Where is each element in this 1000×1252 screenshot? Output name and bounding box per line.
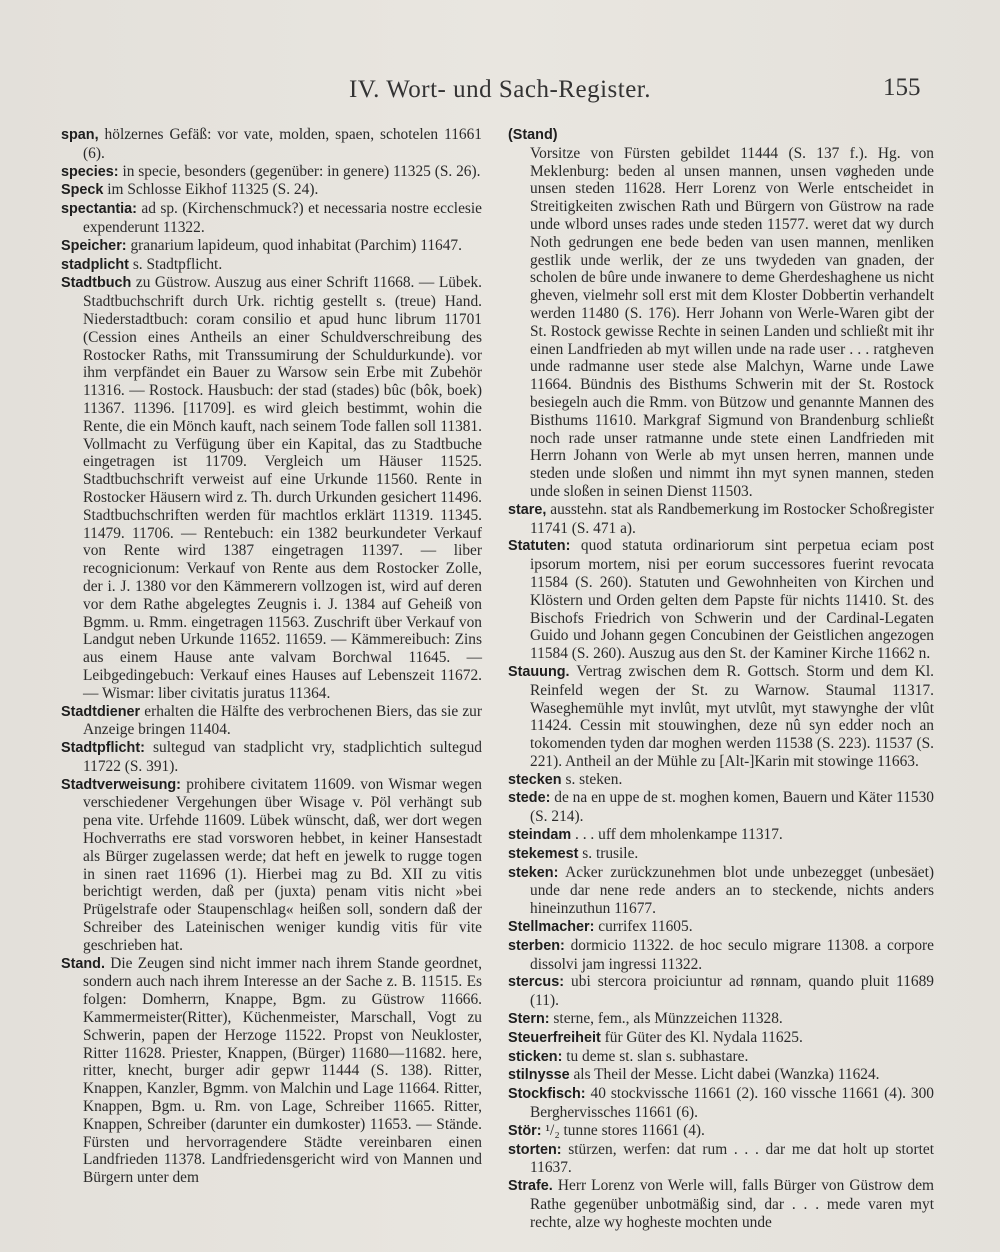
entry-text: stürzen, werfen: dat rum . . . dar me dat holt up stortet 11637.	[530, 1140, 934, 1177]
entry-lemma: stecken	[508, 771, 562, 788]
register-entry	[508, 501, 934, 538]
entry-lemma: Statuten:	[508, 538, 571, 555]
entry-text: Acker zurückzunehmen blot unde unbezegget (unbesäet) unde dar nene rede anders an to steckende, nichts anders hineinzuthun 11677.	[530, 863, 934, 918]
register-entry	[508, 1066, 934, 1085]
entry-text: Die Zeugen sind nicht immer nach ihrem Stande geordnet, sondern auch nach ihrem Interesse an der Sache z. B. 11515. Es folgen: Domherrn, Knappe, Bgm. zu Güstrow 11666. Kammermeister(Ritter), Küchenmeister, Marschall, Vogt zu Schwerin, papen der Herzoge 11522. Propst von Neukloster, Ritter 11628. Priester, Knappen, (Bürger) 11680—11682. here, ritter, knecht, burger adir gepwr 11444 (S. 138). Ritter, Knappen, Kanzler, Bgmm. von Malchin und Lage 11664. Ritter, Knappen, Bgm. u. Rm. von Lage, Schreiber 11665. Ritter, Knappen, Schreiber (darunter ein dumkoster) 11653. — Stände. Fürsten und hervorragendere Städte vereinbaren einen Landfrieden 11378. Landfriedensgericht wird von Mannen und Bürgern unter dem	[83, 954, 482, 1187]
register-entry	[508, 1177, 934, 1231]
entry-text: s. steken.	[561, 770, 623, 788]
entry-lemma: Stör:	[508, 1122, 542, 1139]
entry-text: granarium lapideum, quod inhabitat (Parchim) 11647.	[126, 236, 462, 254]
entry-text: in specie, besonders (gegenüber: in genere) 11325 (S. 26).	[118, 162, 481, 180]
register-entry	[61, 274, 482, 702]
register-entry	[508, 1085, 934, 1122]
entry-text: für Güter des Kl. Nydala 11625.	[600, 1028, 803, 1046]
register-entry	[61, 181, 482, 200]
register-entry	[508, 663, 934, 771]
entry-text: . . . uff dem mholenkampe 11317.	[571, 826, 783, 844]
entry-text: tu deme st. slan s. subhastare.	[562, 1047, 749, 1065]
register-entry	[61, 163, 482, 182]
entry-text: prohibere civitatem 11609. von Wismar wegen verschiedener Vergehungen über Wisage v. Pöl verhängt sub pena vite. Urfehde 11609. Lübek wünscht, daß, wer dort wegen Hochverraths ere stad vorsworen hebbet, in keiner Hansestadt als Bürger zugelassen werde; dat heft en jewelk to rugge togen in sinen raet 11696 (1). Hierbei mag zu Bd. XII zu vitis berichtigt werden, daß per (juxta) penam vitis nicht »bei Prügelstrafe oder Staupenschlag« heißen soll, sondern daß der Schreiber des Lateinischen weniger kundig vitis für vite geschrieben hat.	[83, 775, 482, 954]
entry-text: quod statuta ordinariorum sint perpetua eciam post ipsorum mortem, nisi per eorum successores fuerint revocata 11584 (S. 260). Statuten und Gewohnheiten von Kirchen und Klöstern und Orden gelten dem Papste für nichts 11410. St. des Bischofs Friedrich von Schwerin und der Cardinal-Legaten Guido und Johann gegen Concubinen der Geistlichen angezogen 11584 (S. 260). Auszug aus den St. der Kaminer Kirche 11662 n.	[530, 537, 934, 663]
entry-lemma: stede:	[508, 790, 551, 807]
register-entry	[61, 739, 482, 776]
entry-text: erhalten die Hälfte des verbrochenen Biers, das sie zur Anzeige bringen 11404.	[83, 702, 482, 739]
register-entry	[61, 126, 482, 163]
entry-lemma: stare,	[508, 501, 547, 518]
register-entry	[508, 771, 934, 790]
entry-text: currifex 11605.	[594, 918, 693, 936]
entry-text: de na en uppe de st. moghen komen, Bauern und Käter 11530 (S. 214).	[530, 789, 934, 826]
entry-lemma: steindam	[508, 827, 572, 844]
entry-lemma: Speicher:	[61, 237, 127, 254]
register-entry	[508, 789, 934, 826]
entry-lemma: spectantia:	[61, 201, 137, 218]
entry-text: sterne, fem., als Münzzeichen 11328.	[549, 1010, 783, 1028]
entry-text: ausstehn. stat als Randbemerkung im Rostocker Schoßregister 11741 (S. 471 a).	[530, 500, 934, 537]
entry-lemma: stercus:	[508, 974, 564, 991]
entry-lemma: sterben:	[508, 937, 565, 954]
page-number: 155	[883, 74, 921, 101]
entry-lemma: Speck	[61, 182, 104, 199]
entry-text: 40 stockvissche 11661 (2). 160 vissche 11661 (4). 300 Berghervissches 11661 (6).	[530, 1085, 934, 1122]
register-entry	[508, 1122, 934, 1141]
entry-text: sultegud van stadplicht vry, stadplichtich sultegud 11722 (S. 391).	[83, 739, 482, 775]
entry-lemma: Stockfisch:	[508, 1086, 586, 1103]
register-entry	[61, 955, 482, 1187]
entry-text: zu Güstrow. Auszug aus einer Schrift 11668. — Lübek. Stadtbuchschrift durch Urk. richtig gestellt s. (treue) Hand. Niederstadtbuch: coram consilio et apud hunc librum 11701 (Cession eines Antheils an einer Schuldverschreibung des Rostocker Raths, mit Transsumirung der Schuldurkunde). vor ihm verpfändet ein Bauer zu Warsow sein Erbe mit Zubehör 11316. — Rostock. Hausbuch: der stad (stades) bûc (bôk, boek) 11367. 11396. [11709]. es wird gleich bestimmt, wohin die Rente, die ein Mönch kauft, nach seinem Tode fallen soll 11381. Vollmacht zu Verfügung über ein Kapital, das zu Stadtbuche eingetragen ist 11709. Vergleich um Häuser 11525. Stadtbuchschrift verweist auf eine Urkunde 11560. Rente in Rostocker Häusern wird z. Th. durch Urkunden gesichert 11496. Stadtbuchschriften werden für machtlos erklärt 11319. 11345. 11479. 11706. — Rentebuch: ein 1382 beurkundeter Verkauf von Rente wird 1387 eingetragen 11397. — liber recognicionum: Verkauf von Rente aus dem Rostocker Zolle, der i. J. 1380 vor den Kämmerern vollzogen ist, wird auf deren vor dem Rathe abgelegtes Zeugnis i. J. 1384 auf Geheiß von Bgmm. u. Rmm. eingetragen 11563. Zuschrift über Verkauf von Landgut neben Urkunde 11652. 11659. — Kämmereibuch: Zins aus einem Hause ante valvam Borchwal 11645. — Leibgedingebuch: Verkauf eines Hauses auf Lebenszeit 11672. — Wismar: liber civitatis juratus 11364.	[83, 274, 482, 702]
register-entry	[61, 237, 482, 256]
register-entry	[508, 1029, 934, 1048]
entry-text: im Schlosse Eikhof 11325 (S. 24).	[103, 181, 319, 199]
entry-lemma: Strafe.	[508, 1178, 553, 1195]
left-column	[61, 126, 482, 1187]
entry-lemma: (Stand)	[508, 127, 558, 143]
continued-entry-text: Vorsitze von Fürsten gebildet 11444 (S. 137 f.). Hg. von Meklenburg: beden al unsen mannen, unsen vøgheden unde unsen steden 11628. Herr Lorenz von Werle entscheidet in Streitigkeiten zwischen Rath und Bürgern von Güstrow na rade unde wlbord unses rades unde steden 11577. weret dat wy durch Noth gedrungen ene bede beden van usen mannen, menliken gestlik unde werlik, der ze uns twydeden van gnaden, der scholen de bûre unde inwanere to deme Gherdeshaghene us nicht gheven, vielmehr soll erst mit dem Kloster Dobbertin verhandelt werden 11480 (S. 176). Herr Johann von Werle-Waren gibt der St. Rostock gewisse Rechte in seinen Landen und schließt mit ihr einen Landfrieden ab myt willen unde na rade user . . . ratgheven unde radmanne user stede alse Malchyn, Warne unde Lawe 11664. Bündnis des Bisthums Schwerin mit der St. Rostock besiegeln auch die Rmm. von Bützow und genannte Mannen des Bisthums 11610. Markgraf Sigmund von Brandenburg schließt noch rade unser ratmanne unde stete einen Landfrieden mit Herrn Johann von Werle ab myt unsen herren, mannen unde steden unde sloßen und nimmt ihn myt synen mannen, steden unde sloßen in seinen Dienst 11503.	[530, 144, 934, 500]
register-entry	[508, 937, 934, 974]
entry-lemma: Stern:	[508, 1011, 550, 1028]
register-entry	[61, 703, 482, 740]
entry-lemma: stadplicht	[61, 256, 129, 273]
entry-lemma: Stadtverweisung:	[61, 776, 181, 793]
entry-lemma: Stadtdiener	[61, 703, 141, 720]
entry-lemma: species:	[61, 163, 119, 180]
entry-text: s. Stadtpflicht.	[128, 255, 223, 273]
register-entry	[508, 537, 934, 663]
entry-lemma: Stadtbuch	[61, 275, 132, 292]
register-entry	[61, 776, 482, 955]
entry-text: ¹/₂ tunne stores 11661 (4).	[541, 1121, 705, 1139]
register-entry	[508, 973, 934, 1010]
entry-lemma: stekemest	[508, 845, 579, 862]
entry-lemma: storten:	[508, 1141, 562, 1158]
entry-lemma: Stadtpflicht:	[61, 740, 145, 757]
entry-lemma: Stauung.	[508, 663, 570, 680]
continued-lemma	[508, 126, 934, 145]
entry-lemma: Steuerfreiheit	[508, 1029, 601, 1046]
register-entry	[508, 826, 934, 845]
register-entry	[508, 845, 934, 864]
register-entry	[61, 200, 482, 237]
entry-text: s. trusile.	[578, 844, 639, 862]
entry-text: als Theil der Messe. Licht dabei (Wanzka) 11624.	[569, 1066, 880, 1084]
entry-lemma: Stellmacher:	[508, 919, 595, 936]
entry-lemma: sticken:	[508, 1048, 563, 1065]
register-entry	[508, 1010, 934, 1029]
entry-lemma: steken:	[508, 864, 559, 881]
register-entry	[508, 1141, 934, 1178]
entry-text: dormicio 11322. de hoc seculo migrare 11308. a corpore dissolvi jam ingressi 11322.	[530, 936, 934, 973]
entry-text: ad sp. (Kirchenschmuck?) et necessaria nostre ecclesie expenderunt 11322.	[83, 200, 482, 236]
register-entry	[508, 1048, 934, 1067]
register-entry	[61, 256, 482, 275]
register-entry	[508, 918, 934, 937]
right-column	[508, 126, 934, 1232]
entry-lemma: Stand.	[61, 955, 105, 972]
register-entry	[508, 864, 934, 918]
entry-text: Vertrag zwischen dem R. Gottsch. Storm und dem Kl. Reinfeld wegen der St. zu Warnow. Staumal 11317. Waseghemühle myt invlût, myt utvlût, myt stawynghe der vlût 11424. Cessin mit stouwinghen, deze nû syn edder noch an tokomenden tyden dar moghen werden 11538 (S. 223). 11537 (S. 221). Antheil an der Mühle zu [Alt-]Karin mit stowinge 11663.	[530, 662, 934, 770]
entry-lemma: stilnysse	[508, 1067, 570, 1084]
entry-text: hölzernes Gefäß: vor vate, molden, spaen, schotelen 11661 (6).	[83, 126, 482, 162]
page-title: IV. Wort- und Sach-Register.	[348, 76, 651, 103]
entry-text: ubi stercora proiciuntur ad rønnam, quando pluit 11689 (11).	[530, 973, 934, 1010]
entry-text: Herr Lorenz von Werle will, falls Bürger von Güstrow dem Rathe gegenüber unbotmäßig sind, dar . . . mede varen myt rechte, alze wy hogheste mochten unde	[530, 1177, 934, 1231]
entry-lemma: span,	[61, 127, 99, 143]
